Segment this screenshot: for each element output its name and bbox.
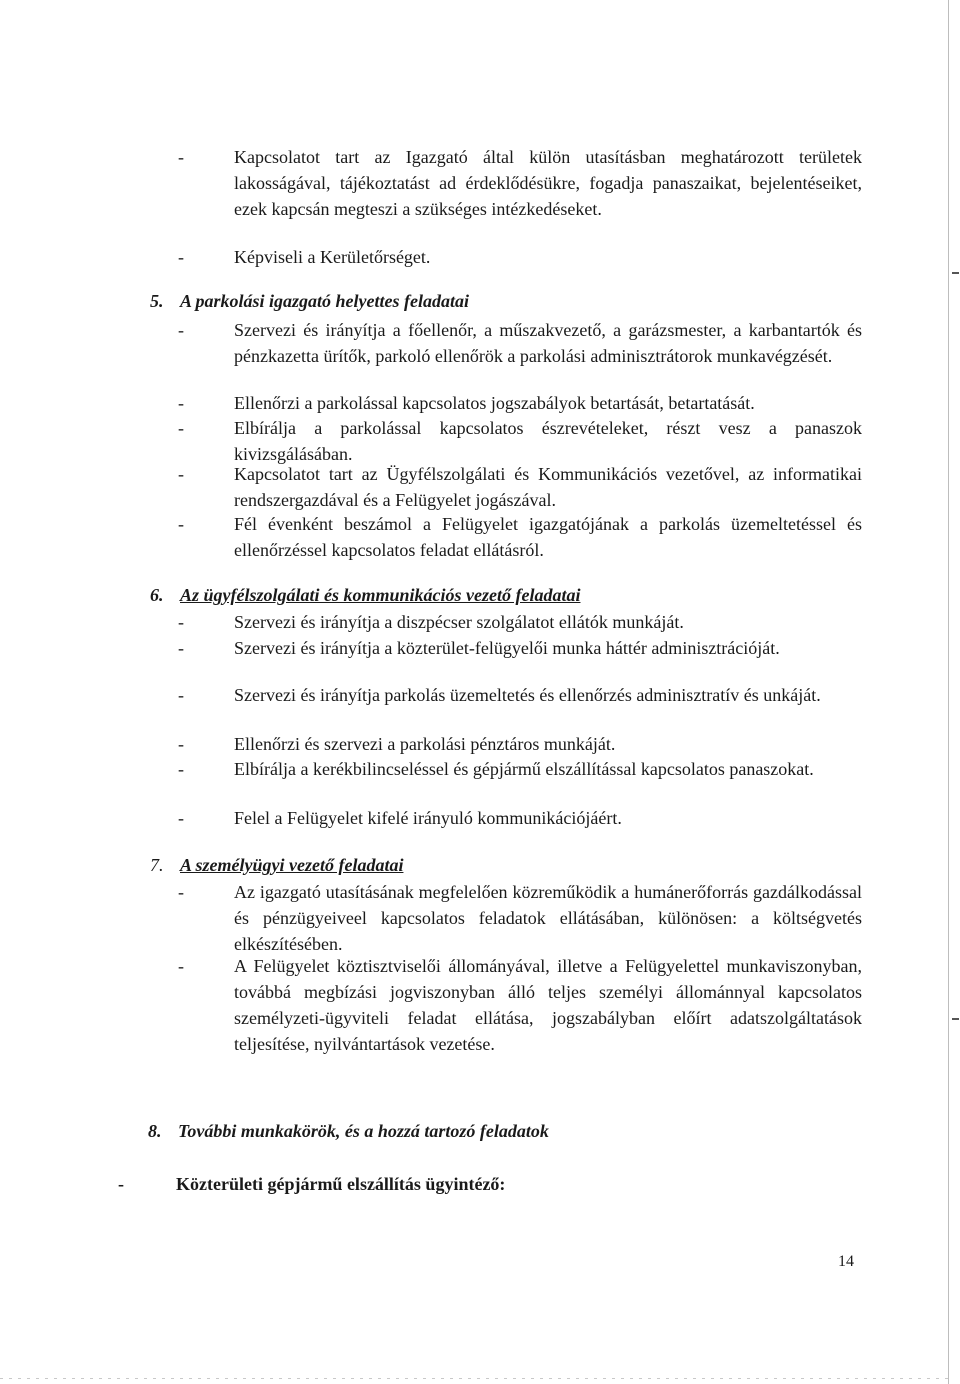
section-title: A parkolási igazgató helyettes feladatai <box>180 291 469 311</box>
scan-bottom-line <box>0 1378 948 1379</box>
list-item: Ellenőrzi és szervezi a parkolási pénztáros munkáját. <box>234 734 616 754</box>
sub-heading: Közterületi gépjármű elszállítás ügyintéző: <box>176 1174 506 1194</box>
bullet-dash: - <box>178 320 184 340</box>
bullet-dash: - <box>178 638 184 658</box>
list-item: Képviseli a Kerületőrséget. <box>234 247 431 267</box>
bullet-dash: - <box>178 612 184 632</box>
bullet-dash: - <box>178 393 184 413</box>
bullet-dash: - <box>178 734 184 754</box>
bullet-dash: - <box>178 685 184 705</box>
section-heading-5 <box>150 288 469 314</box>
bullet-dash: - <box>178 808 184 828</box>
section-title: További munkakörök, és a hozzá tartozó feladatok <box>178 1121 549 1141</box>
list-item: Felel a Felügyelet kifelé irányuló kommunikációjáért. <box>234 808 622 828</box>
section-number: 5. <box>150 291 164 311</box>
list-item: Szervezi és irányítja a közterület-felügyelői munka háttér adminisztrációját. <box>234 638 780 658</box>
page-number: 14 <box>838 1253 854 1270</box>
bullet-dash: - <box>178 247 184 267</box>
section-number: 6. <box>150 585 164 605</box>
bullet-dash: - <box>178 759 184 779</box>
scan-edge-mark <box>952 1018 959 1020</box>
scan-edge-line <box>948 0 949 1384</box>
section-title: Az ügyfélszolgálati és kommunikációs vezető feladatai <box>180 585 581 605</box>
bullet-dash: - <box>118 1174 124 1194</box>
list-item: A Felügyelet köztisztviselői állományával, illetve a Felügyelettel munkaviszonyban, továbbá megbízási jogviszonyban álló teljes személyi állománnyal kapcsolatos személyzeti-ügyviteli feladat ellátása, jogszabályban előírt adatszolgáltatások teljesítése, nyilvántartások vezetése. <box>234 956 862 1054</box>
list-item: Elbírálja a parkolással kapcsolatos észrevételeket, részt vesz a panaszok kivizsgálásában. <box>234 418 862 464</box>
list-item: Az igazgató utasításának megfelelően közreműködik a humánerőforrás gazdálkodással és pénzügyeiveel kapcsolatos feladatok ellátásában, különösen: a költségvetés elkészítésében. <box>234 882 862 954</box>
section-number: 7. <box>150 855 164 875</box>
section-title: A személyügyi vezető feladatai <box>180 855 404 875</box>
section-heading-6 <box>150 582 580 608</box>
list-item: Fél évenként beszámol a Felügyelet igazgatójának a parkolás üzemeltetéssel és ellenőrzéssel kapcsolatos feladat ellátásról. <box>234 514 862 560</box>
section-heading-7 <box>150 852 403 878</box>
list-item: Kapcsolatot tart az Igazgató által külön utasításban meghatározott területek lakosságával, tájékoztatást ad érdeklődésükre, fogadja panaszaikat, bejelentéseiket, ezek kapcsán megteszi a szükséges intézkedéseket. <box>234 147 862 219</box>
bullet-dash: - <box>178 882 184 902</box>
list-item: Szervezi és irányítja parkolás üzemeltetés és ellenőrzés adminisztratív és unkáját. <box>234 685 821 705</box>
bullet-dash: - <box>178 464 184 484</box>
bullet-dash: - <box>178 956 184 976</box>
scan-edge-mark <box>952 272 959 274</box>
bullet-dash: - <box>178 418 184 438</box>
list-item: Elbírálja a kerékbilincseléssel és gépjármű elszállítással kapcsolatos panaszokat. <box>234 759 814 779</box>
list-item: Kapcsolatot tart az Ügyfélszolgálati és Kommunikációs vezetővel, az informatikai rendszergazdával és a Felügyelet jogászával. <box>234 464 862 510</box>
list-item: Ellenőrzi a parkolással kapcsolatos jogszabályok betartását, betartatását. <box>234 393 755 413</box>
bullet-dash: - <box>178 147 184 167</box>
section-number: 8. <box>148 1121 162 1141</box>
section-heading-8 <box>148 1118 549 1144</box>
bullet-dash: - <box>178 514 184 534</box>
list-item: Szervezi és irányítja a diszpécser szolgálatot ellátók munkáját. <box>234 612 684 632</box>
list-item: Szervezi és irányítja a főellenőr, a műszakvezető, a garázsmester, a karbantartók és pénzkazetta ürítők, parkoló ellenőrök a parkolási adminisztrátorok munkavégzését. <box>234 320 862 366</box>
